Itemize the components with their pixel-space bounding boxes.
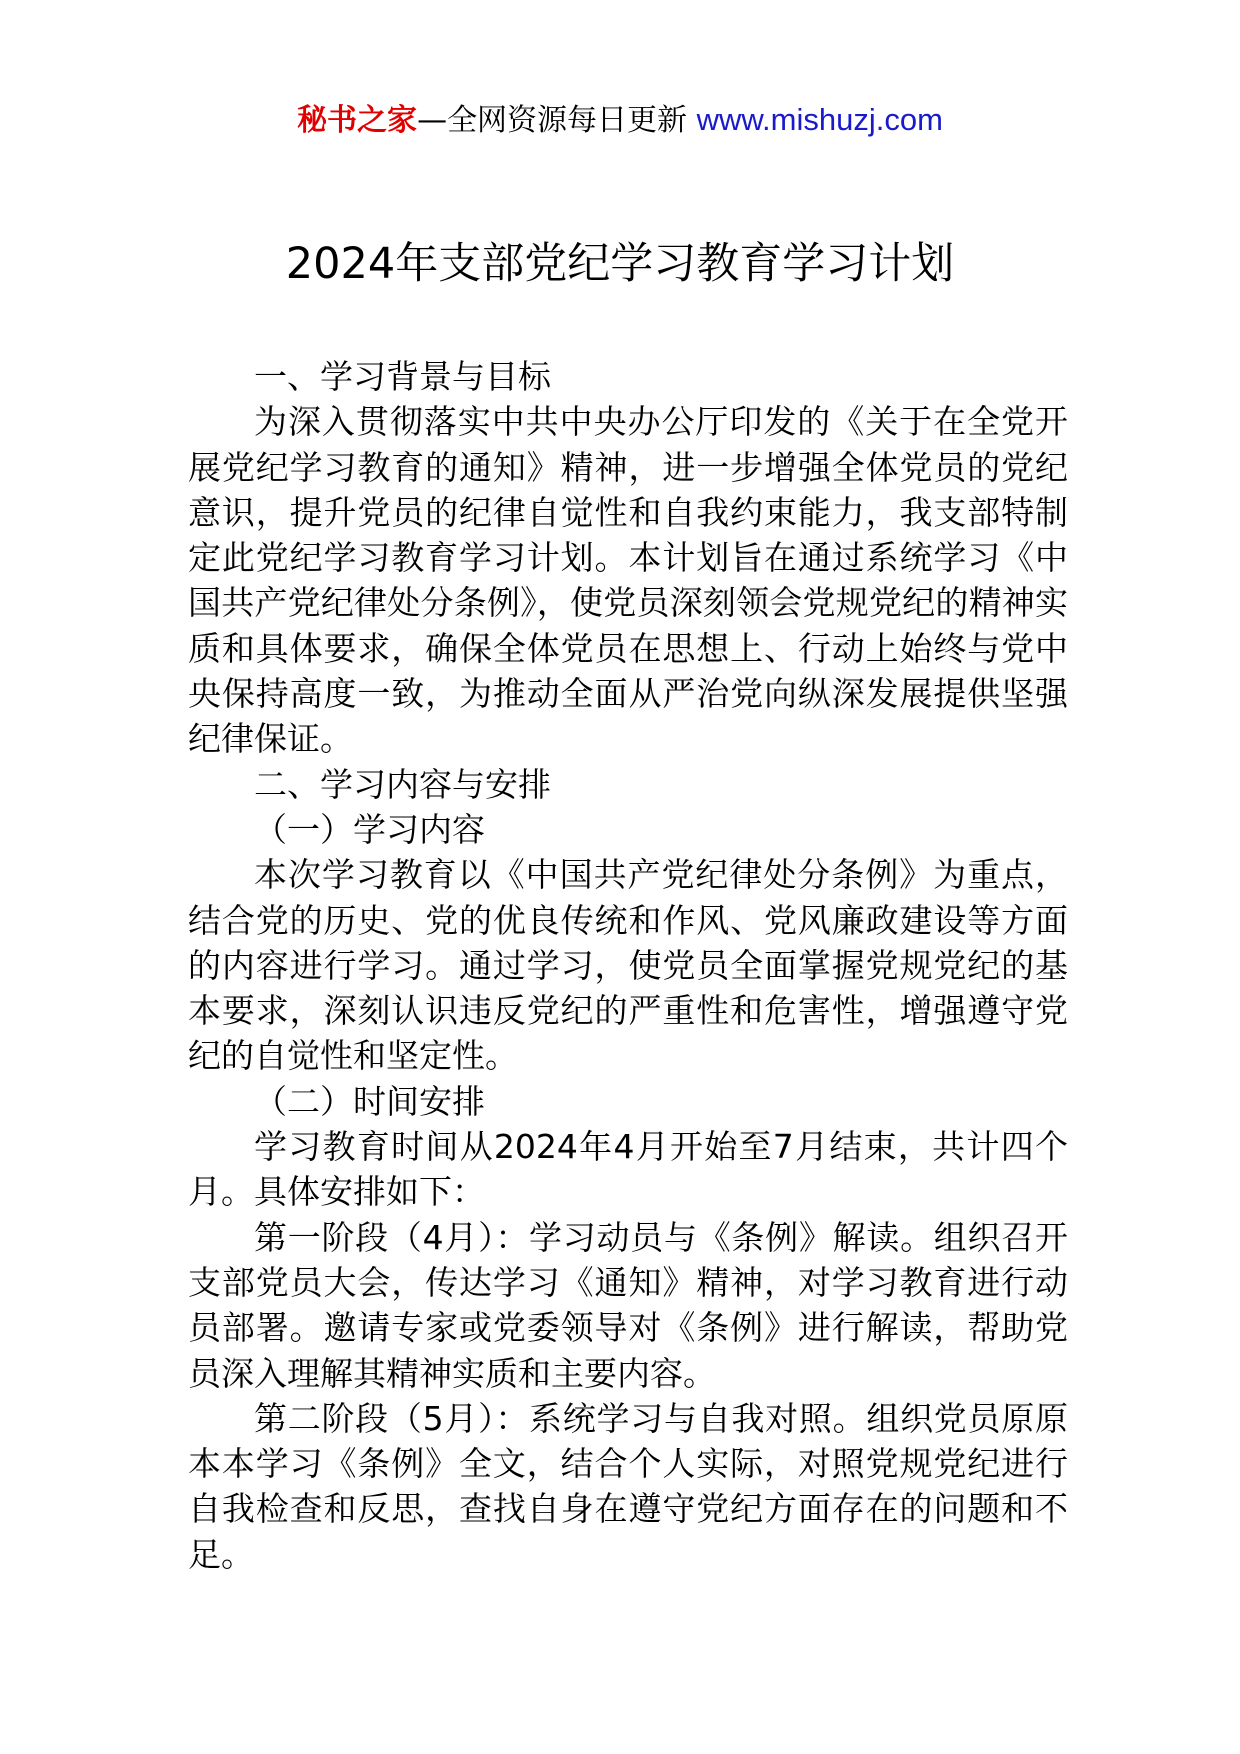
document-body (188, 354, 1068, 1577)
section-heading-background: 一、学习背景与目标 (254, 357, 551, 396)
header-brand: 秘书之家 (297, 103, 418, 138)
header-tagline: —全网资源每日更新 (417, 103, 697, 138)
section-heading-content-schedule: 二、学习内容与安排 (254, 764, 551, 804)
paragraph-stage-one: 第一阶段（4月）：学习动员与《条例》解读。组织召开支部党员大会，传达学习《通知》精神，对学习教育进行动员部署。邀请专家或党委领导对《条例》进行解读，帮助党员深入理解其精神实质和主要内容。 (188, 1217, 1068, 1393)
paragraph-schedule: 学习教育时间从2024年4月开始至7月结束，共计四个月。具体安排如下： (188, 1127, 1068, 1212)
paragraph-content: 本次学习教育以《中国共产党纪律处分条例》为重点，结合党的历史、党的优良传统和作风、党风廉政建设等方面的内容进行学习。通过学习，使党员全面掌握党规党纪的基本要求，深刻认识违反党纪的严重性和危害性，增强遵守党纪的自觉性和坚定性。 (188, 855, 1068, 1076)
header-site-link[interactable]: www.mishuzj.com (696, 102, 943, 137)
subsection-heading-content: （一）学习内容 (254, 809, 485, 849)
page-header (0, 100, 1240, 141)
paragraph-background: 为深入贯彻落实中共中央办公厅印发的《关于在全党开展党纪学习教育的通知》精神，进一步增强全体党员的党纪意识，提升党员的纪律自觉性和自我约束能力，我支部特制定此党纪学习教育学习计划。本计划旨在通过系统学习《中国共产党纪律处分条例》，使党员深刻领会党规党纪的精神实质和具体要求，确保全体党员在思想上、行动上始终与党中央保持高度一致，为推动全面从严治党向纵深发展提供坚强纪律保证。 (188, 402, 1068, 759)
document-title: 2024年支部党纪学习教育学习计划 (285, 239, 955, 289)
paragraph-stage-two: 第二阶段（5月）：系统学习与自我对照。组织党员原原本本学习《条例》全文，结合个人实际，对照党规党纪进行自我检查和反思，查找自身在遵守党纪方面存在的问题和不足。 (188, 1398, 1068, 1574)
subsection-heading-schedule: （二）时间安排 (254, 1081, 485, 1121)
